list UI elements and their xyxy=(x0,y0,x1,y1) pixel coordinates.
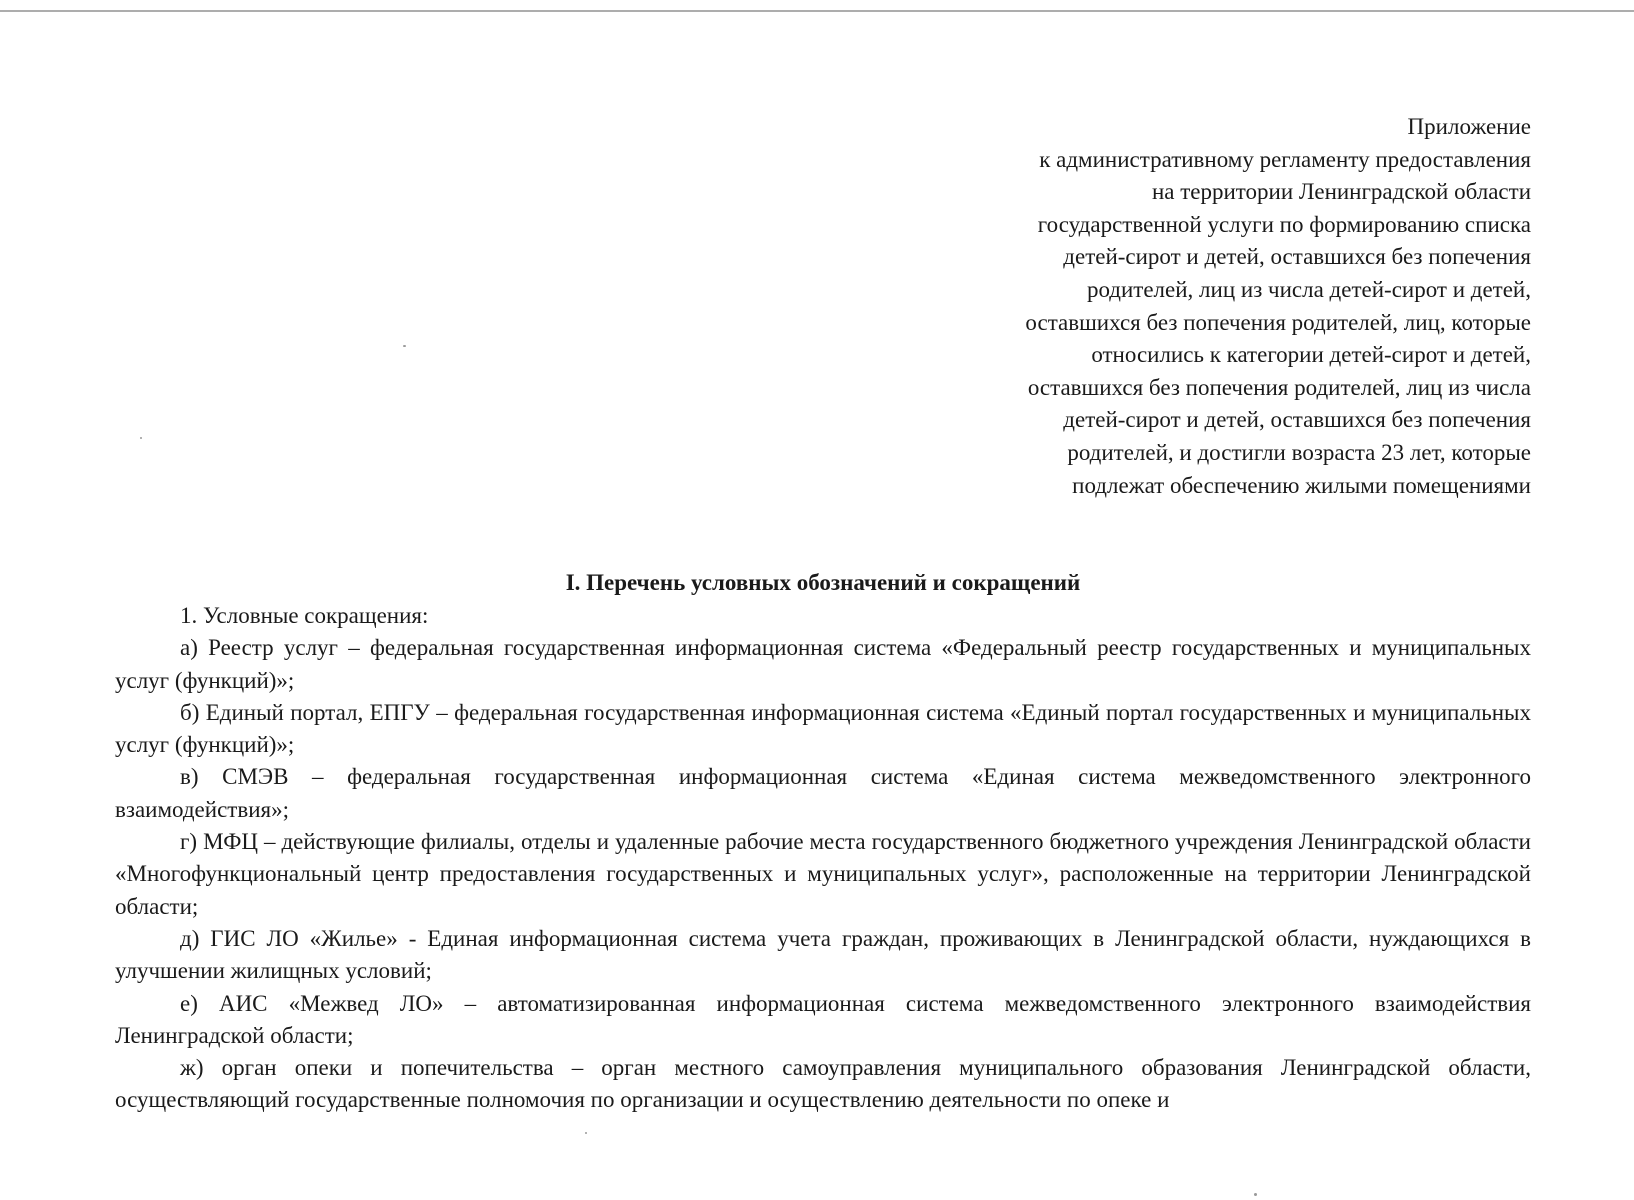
section-intro: 1. Условные сокращения: xyxy=(180,603,429,628)
section-title: I. Перечень условных обозначений и сокращений xyxy=(565,570,1081,595)
scan-speck xyxy=(140,437,142,439)
appendix-line: Приложение xyxy=(1407,114,1531,139)
appendix-line: подлежат обеспечению жилыми помещениями xyxy=(1072,472,1531,498)
section-body xyxy=(115,600,1531,1117)
appendix-line: родителей, лиц из числа детей-сирот и детей, xyxy=(1086,276,1531,302)
list-item: д) ГИС ЛО «Жилье» - Единая информационная система учета граждан, проживающих в Ленинградской области, нуждающихся в улучшении жилищных условий; xyxy=(115,925,1531,984)
appendix-line: детей-сирот и детей, оставшихся без попечения xyxy=(1063,244,1531,270)
appendix-line: оставшихся без попечения родителей, лиц из числа xyxy=(1027,374,1531,400)
appendix-line: оставшихся без попечения родителей, лиц, которые xyxy=(1025,309,1531,335)
scan-speck xyxy=(403,345,406,347)
list-item: е) АИС «Межвед ЛО» – автоматизированная информационная система межведомственного электронного взаимодействия Ленинградской области; xyxy=(115,990,1531,1048)
list-item: б) Единый портал, ЕПГУ – федеральная государственная информационная система «Единый портал государственных и муниципальных услуг (функций)»; xyxy=(115,699,1531,758)
scan-speck xyxy=(585,1132,587,1134)
list-item: а) Реестр услуг – федеральная государственная информационная система «Федеральный реестр государственных и муниципальных услуг (функций)»; xyxy=(115,635,1531,693)
appendix-line: детей-сирот и детей, оставшихся без попечения xyxy=(1063,407,1531,433)
list-item: г) МФЦ – действующие филиалы, отделы и удаленные рабочие места государственного бюджетного учреждения Ленинградской области «Многофункциональный центр предоставления государственных и муниципальных услуг», расположенные на территории Ленинградской области; xyxy=(115,829,1531,919)
list-item: в) СМЭВ – федеральная государственная информационная система «Единая система межведомственного электронного взаимодействия»; xyxy=(115,764,1531,822)
appendix-line: государственной услуги по формированию списка xyxy=(1037,211,1531,237)
list-item: ж) орган опеки и попечительства – орган местного самоуправления муниципального образования Ленинградской области, осуществляющий государственные полномочия по организации и осуществлению деятельности по опеке и xyxy=(115,1055,1531,1113)
scan-speck xyxy=(1254,1193,1257,1196)
appendix-header xyxy=(891,111,1531,502)
appendix-line: к административному регламенту предоставления xyxy=(1039,146,1531,172)
appendix-line: относились к категории детей-сирот и детей, xyxy=(1091,342,1531,368)
appendix-line: родителей, и достигли возраста 23 лет, которые xyxy=(1067,439,1531,465)
appendix-line: на территории Ленинградской области xyxy=(1151,179,1531,205)
